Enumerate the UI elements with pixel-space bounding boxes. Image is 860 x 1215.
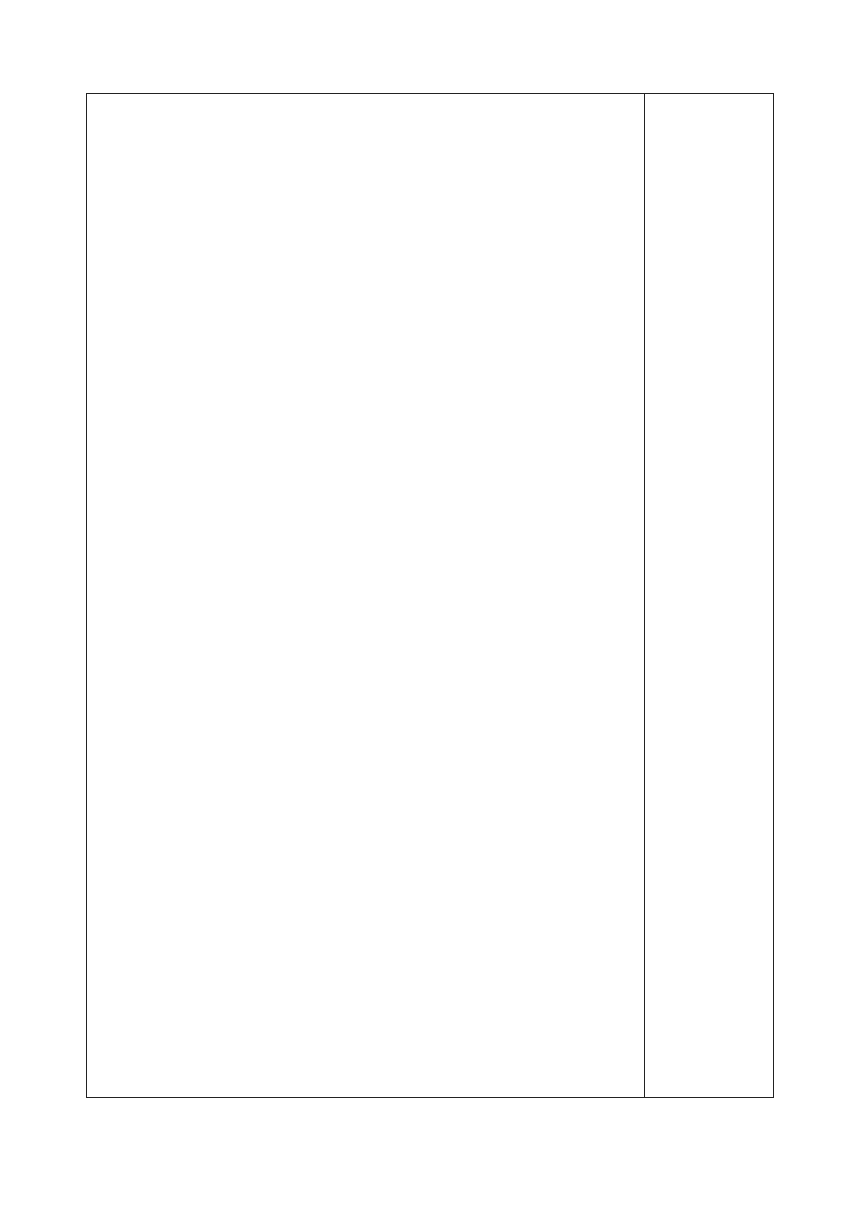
lesson-plan-table — [86, 93, 774, 1098]
notes-column — [644, 94, 645, 1097]
